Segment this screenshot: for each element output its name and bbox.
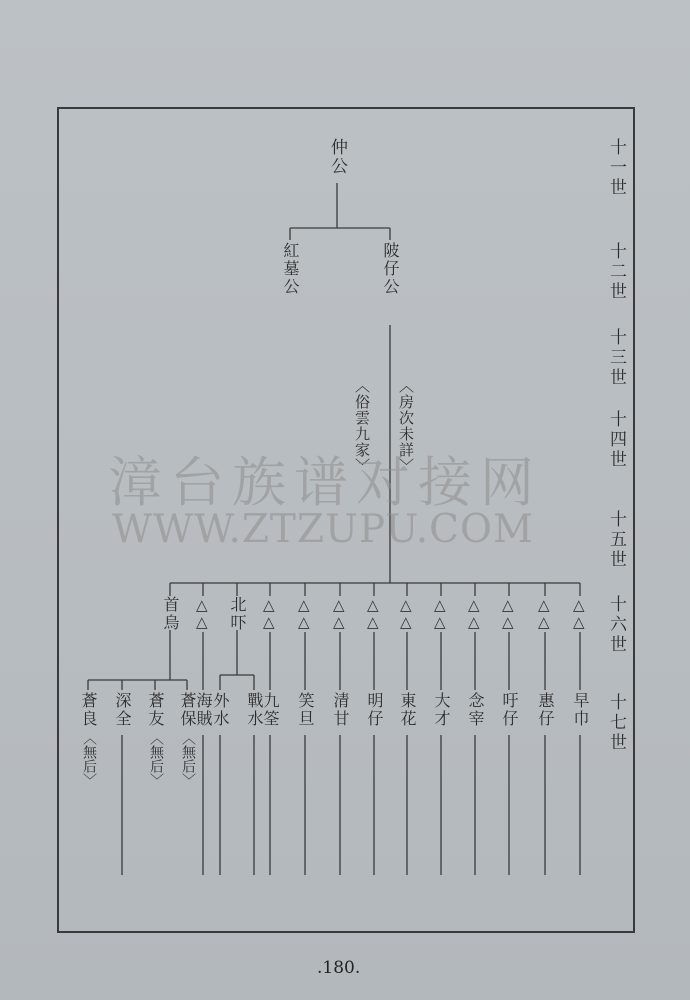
unknown-marker-triangle: △ [263, 596, 275, 614]
generation-label-11: 十一世 [606, 138, 626, 198]
gen17-name-13: 大才 [432, 692, 451, 728]
root-ancestor-name: 仲公 [327, 138, 347, 176]
gen17-name-17: 早巾 [571, 692, 590, 728]
gen17-name-2: 深全 [113, 692, 132, 728]
unknown-marker-triangle: △ [502, 613, 514, 631]
watermark-url: WWW.ZTZUPU.COM [112, 507, 534, 552]
gen17-name-14: 念宰 [466, 692, 485, 728]
gen17-name-16: 惠仔 [536, 692, 555, 728]
gen17-name-4: 蒼保 [178, 692, 197, 728]
unknown-marker-triangle: △ [468, 613, 480, 631]
gen17-name-15: 吁仔 [500, 692, 519, 728]
watermark-title: 漳台族谱对接网 [108, 451, 542, 514]
unknown-marker-triangle: △ [434, 613, 446, 631]
unknown-marker-triangle: △ [333, 613, 345, 631]
gen17-name-8: 九筌 [261, 692, 280, 728]
generation-label-15: 十五世 [606, 510, 626, 570]
gen12-name-2: 陂仔公 [381, 242, 400, 296]
unknown-marker-triangle: △ [298, 596, 310, 614]
gen12-name-1: 紅墓公 [281, 242, 300, 296]
unknown-marker-triangle: △ [367, 613, 379, 631]
gen17-note-3: ︿無后﹀ [148, 731, 164, 787]
unknown-marker-triangle: △ [573, 613, 585, 631]
unknown-marker-triangle: △ [263, 613, 275, 631]
gen17-name-7: 戰水 [245, 692, 264, 728]
gen17-name-12: 東花 [398, 692, 417, 728]
gen17-note-1: ︿無后﹀ [81, 731, 97, 787]
gen16-name-3: 北吓 [228, 596, 247, 632]
gen17-name-9: 笑旦 [296, 692, 315, 728]
gen17-name-1: 蒼良 [79, 692, 98, 728]
unknown-marker-triangle: △ [538, 613, 550, 631]
unknown-marker-triangle: △ [400, 596, 412, 614]
unknown-marker-triangle: △ [573, 596, 585, 614]
unknown-marker-triangle: △ [298, 613, 310, 631]
unknown-marker-triangle: △ [538, 596, 550, 614]
gen17-name-6: 外水 [211, 692, 230, 728]
gen17-note-4: ︿無后﹀ [180, 731, 196, 787]
gen14-note-2: ︿房次未詳﹀ [397, 378, 415, 474]
generation-label-12: 十二世 [606, 242, 626, 302]
unknown-marker-triangle: △ [434, 596, 446, 614]
unknown-marker-triangle: △ [468, 596, 480, 614]
generation-label-17: 十七世 [606, 693, 626, 753]
generation-label-13: 十三世 [606, 328, 626, 388]
gen17-name-10: 清甘 [331, 692, 350, 728]
gen17-name-3: 蒼友 [146, 692, 165, 728]
page-number: .180. [317, 958, 361, 978]
unknown-marker-triangle: △ [400, 613, 412, 631]
unknown-marker-triangle: △ [333, 596, 345, 614]
gen17-name-5: 海賊 [194, 692, 213, 728]
unknown-marker-triangle: △ [196, 596, 208, 614]
unknown-marker-triangle: △ [367, 596, 379, 614]
gen14-note-1: ︿俗雲九家﹀ [353, 378, 371, 474]
generation-label-14: 十四世 [606, 410, 626, 470]
unknown-marker-triangle: △ [502, 596, 514, 614]
unknown-marker-triangle: △ [196, 613, 208, 631]
gen16-name-1: 首烏 [161, 596, 180, 632]
gen17-name-11: 明仔 [365, 692, 384, 728]
generation-label-16: 十六世 [606, 595, 626, 655]
